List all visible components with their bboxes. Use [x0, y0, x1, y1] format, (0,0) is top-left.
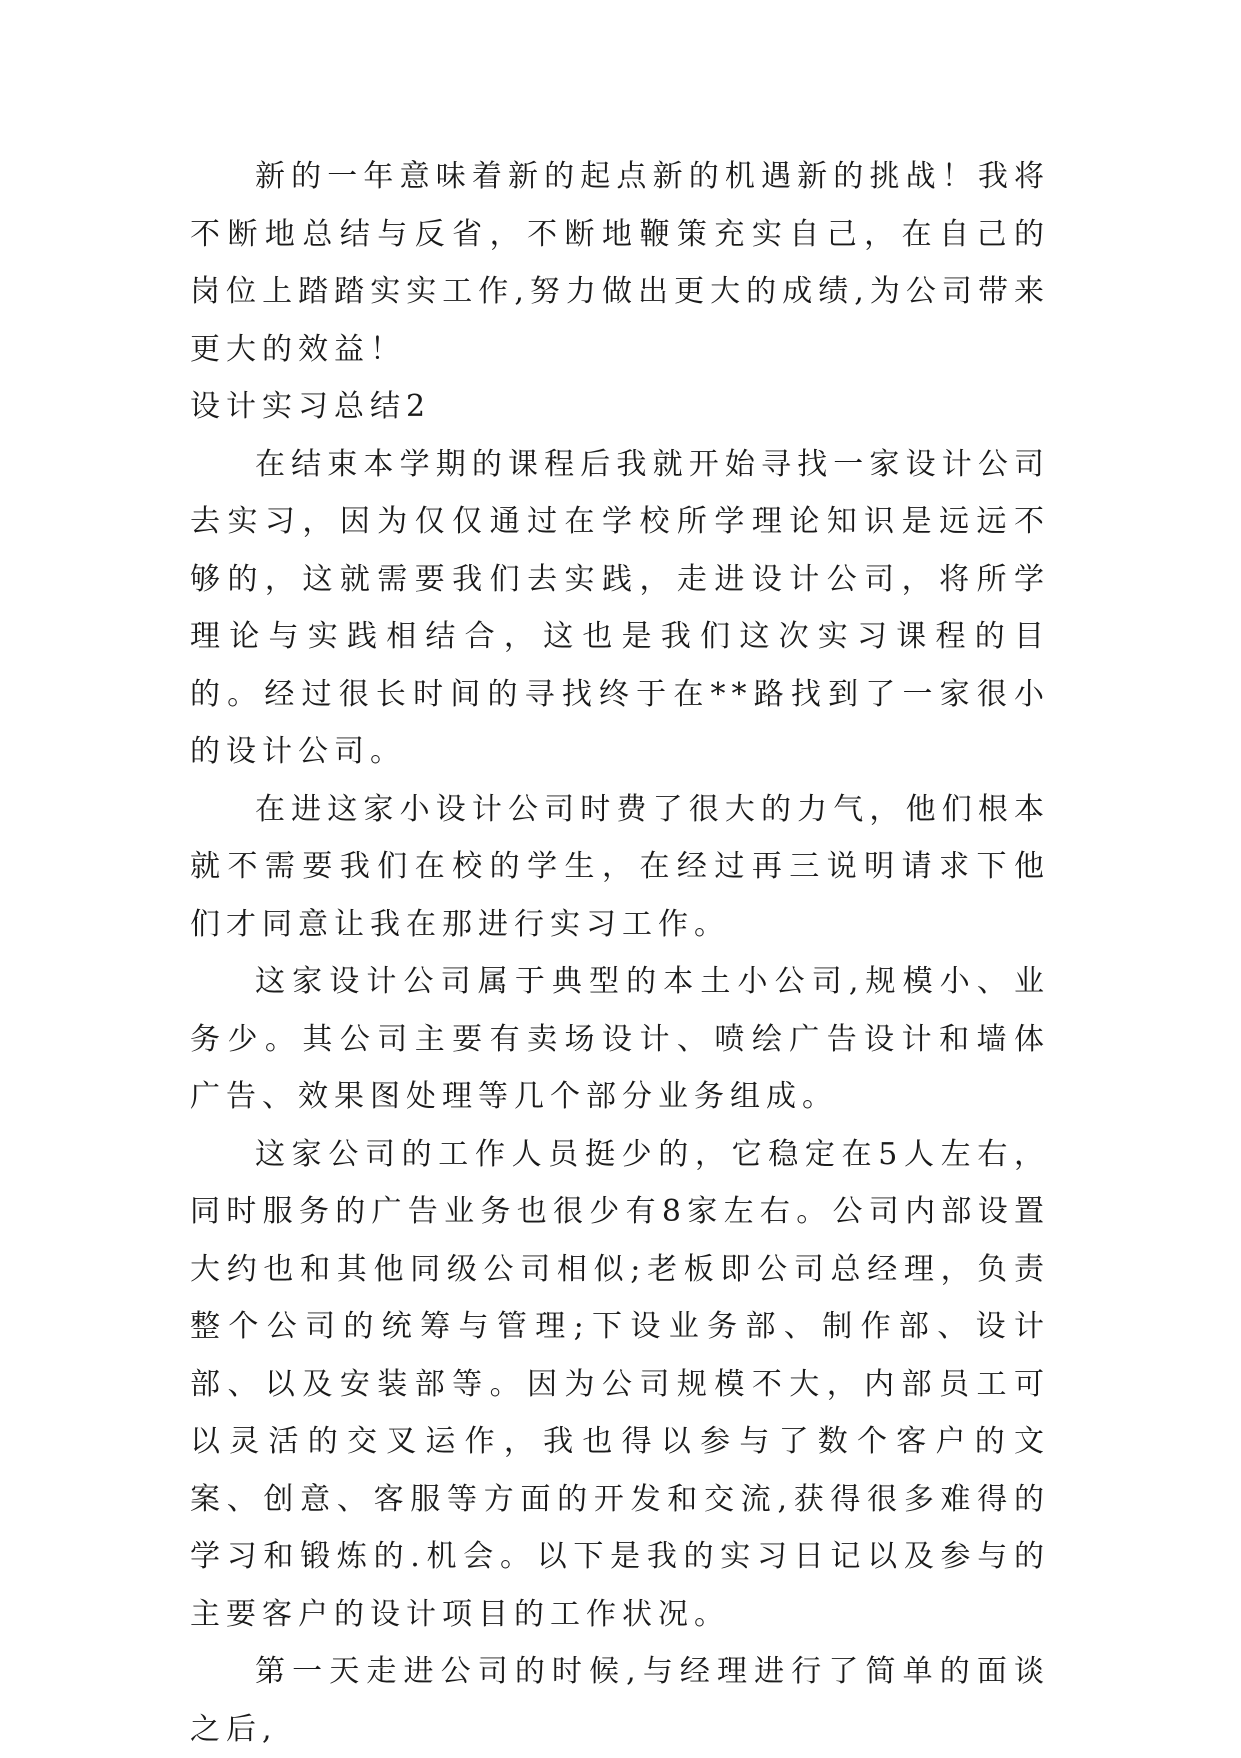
paragraph-company-staff: 这家公司的工作人员挺少的，它稳定在5人左右，同时服务的广告业务也很少有8家左右。公司内部设置大约也和其他同级公司相似;老板即公司总经理，负责整个公司的统筹与管理;下设业务部、制作部、设计部、以及安装部等。因为公司规模不大，内部员工可以灵活的交叉运作，我也得以参与了数个客户的文案、创意、客服等方面的开发和交流,获得很多难得的学习和锻炼的.机会。以下是我的实习日记以及参与的主要客户的设计项目的工作状况。 — [190, 1136, 1050, 1632]
paragraph-entering-company: 在进这家小设计公司时费了很大的力气，他们根本就不需要我们在校的学生，在经过再三说明请求下他们才同意让我在那进行实习工作。 — [190, 791, 1050, 942]
paragraph-looking-for-internship: 在结束本学期的课程后我就开始寻找一家设计公司去实习，因为仅仅通过在学校所学理论知识是远远不够的，这就需要我们去实践，走进设计公司，将所学理论与实践相结合，这也是我们这次实习课程的目的。经过很长时间的寻找终于在**路找到了一家很小的设计公司。 — [190, 446, 1050, 769]
paragraph-company-profile: 这家设计公司属于典型的本土小公司,规模小、业务少。其公司主要有卖场设计、喷绘广告设计和墙体广告、效果图处理等几个部分业务组成。 — [190, 964, 1050, 1114]
section-heading: 设计实习总结2 — [190, 389, 432, 424]
paragraph-first-day: 第一天走进公司的时候,与经理进行了简单的面谈之后, — [190, 1654, 1050, 1747]
document-body — [190, 148, 1050, 1758]
paragraph-new-year-closing: 新的一年意味着新的起点新的机遇新的挑战！我将不断地总结与反省，不断地鞭策充实自己，在自己的岗位上踏踏实实工作,努力做出更大的成绩,为公司带来更大的效益！ — [190, 159, 1050, 367]
